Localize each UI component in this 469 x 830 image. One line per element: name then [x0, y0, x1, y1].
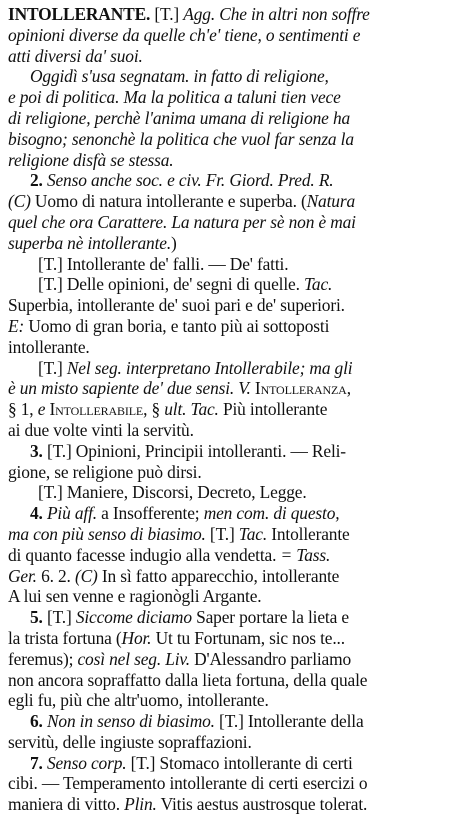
text-segment: Non in senso di biasimo. [42, 711, 215, 732]
text-segment: 4. [30, 503, 43, 524]
text-line [8, 628, 461, 649]
text-line [8, 690, 461, 711]
text-segment: Saper portare la lieta e [191, 607, 349, 628]
text-line [8, 420, 461, 441]
text-line [8, 586, 461, 607]
text-segment: di quanto facesse indugio alla vendetta. [8, 544, 281, 565]
text-segment: opinioni diverse da quelle ch'e' tiene, o sentimenti e [8, 24, 361, 45]
text-segment: (C) [8, 191, 31, 212]
text-segment: cibi. — Temperamento intollerante di certi esercizi o [8, 773, 368, 794]
text-line [8, 254, 461, 275]
text-segment: [T.] Intollerante de' falli. — De' fatti. [38, 253, 289, 274]
text-segment: Ger. [8, 565, 37, 586]
text-segment: Intollerabile [45, 399, 144, 420]
text-line [8, 649, 461, 670]
text-segment: Intollerante [267, 523, 350, 544]
text-segment: maniera di vitto. [8, 794, 125, 815]
text-segment: gione, se religione può dirsi. [8, 461, 202, 482]
text-segment: Senso corp. [42, 752, 127, 773]
text-segment: Più intollerante [218, 399, 328, 420]
text-line [8, 4, 461, 25]
text-segment: Uomo di gran boria, e tanto più ai sottoposti [24, 315, 330, 336]
text-segment: Siccome diciamo [75, 607, 192, 628]
text-line [8, 462, 461, 483]
text-line [8, 150, 461, 171]
text-line [8, 503, 461, 524]
text-segment: 6. [30, 711, 43, 732]
text-line [8, 524, 461, 545]
text-segment: feremus); [8, 648, 78, 669]
text-line [8, 170, 461, 191]
text-segment: così nel seg. Liv. [77, 648, 190, 669]
text-segment: 7. [30, 752, 43, 773]
text-segment: [T.] Delle opinioni, de' segni di quelle. [38, 274, 304, 295]
text-segment: [T.] Opinioni, Principii intolleranti. — Reli- [42, 440, 346, 461]
text-line [8, 233, 461, 254]
text-segment: 3. [30, 440, 43, 461]
text-line [8, 711, 461, 732]
text-segment: Agg. Che in altri non soffre [183, 4, 370, 24]
text-segment: di religione, perchè l'anima umana di religione ha [8, 107, 351, 128]
text-line [8, 607, 461, 628]
text-segment: Senso anche soc. e civ. Fr. Giord. Pred. R. [42, 170, 334, 191]
text-line [8, 670, 461, 691]
text-segment: Nel seg. interpretano Intollerabile; ma gli [66, 357, 353, 378]
text-line [8, 399, 461, 420]
text-segment: 5. [30, 607, 43, 628]
text-segment: In sì fatto apparecchio, intollerante [97, 565, 340, 586]
text-line [8, 108, 461, 129]
text-segment: Tac. [304, 274, 333, 295]
text-segment: Superbia, intollerante de' suoi pari e de' superiori. [8, 295, 345, 316]
text-segment: servitù, delle ingiuste sopraffazioni. [8, 731, 252, 752]
text-segment: e [37, 399, 46, 420]
text-line [8, 212, 461, 233]
text-segment: Plin. [124, 794, 157, 815]
text-segment: egli fu, più che altr'uomo, intollerante. [8, 690, 269, 711]
text-line [8, 773, 461, 794]
text-segment: Intolleranza, [250, 378, 351, 399]
text-segment: (C) [74, 565, 98, 586]
text-line [8, 378, 461, 399]
text-segment: Oggidì s'usa segnatam. in fatto di religione, [30, 66, 329, 87]
text-line [8, 482, 461, 503]
text-segment: ai due volte vinti la servitù. [8, 419, 194, 440]
text-line [8, 337, 461, 358]
text-segment: [T.] Maniere, Discorsi, Decreto, Legge. [38, 482, 307, 503]
text-line [8, 129, 461, 150]
text-segment: , § [143, 399, 165, 420]
text-segment: Ut tu Fortunam, sic nos te... [151, 627, 345, 648]
text-segment: bisogno; senonchè la politica che vuol far senza la [8, 128, 354, 149]
text-line [8, 295, 461, 316]
text-segment: [T.] Stomaco intollerante di certi [126, 752, 353, 773]
text-segment: [T.] [42, 607, 76, 628]
text-line [8, 358, 461, 379]
text-line [8, 191, 461, 212]
text-segment: [T.] [38, 357, 67, 378]
text-segment: a Insofferente; [96, 503, 204, 524]
text-segment: [T.] [150, 4, 184, 24]
text-segment: § 1, [8, 399, 38, 420]
text-segment: 2. [30, 170, 43, 191]
text-segment: 6. 2. [36, 565, 75, 586]
text-segment: Natura [306, 191, 355, 212]
text-line [8, 87, 461, 108]
text-line [8, 46, 461, 67]
text-segment: Più aff. [42, 503, 97, 524]
text-line [8, 441, 461, 462]
text-segment: D'Alessandro parliamo [189, 648, 352, 669]
text-segment: men com. di questo, [203, 503, 340, 524]
text-segment: ult. Tac. [164, 399, 219, 420]
text-segment: quel che ora Carattere. La natura per sè non è mai [8, 211, 356, 232]
text-segment: non ancora sopraffatto dalla lieta fortuna, della quale [8, 669, 368, 690]
text-segment: atti diversi da' suoi. [8, 45, 143, 66]
text-segment: la trista fortuna ( [8, 627, 122, 648]
text-line [8, 316, 461, 337]
text-segment: A lui sen venne e ragionògli Argante. [8, 586, 262, 607]
text-segment: [T.] [205, 523, 239, 544]
text-line [8, 545, 461, 566]
text-line [8, 274, 461, 295]
text-line [8, 25, 461, 46]
text-line [8, 794, 461, 815]
dictionary-entry-intollerante [8, 4, 461, 815]
text-segment: ma con più senso di biasimo. [8, 523, 206, 544]
text-line [8, 753, 461, 774]
text-line [8, 66, 461, 87]
text-segment: Tac. [238, 523, 268, 544]
text-segment: Hor. [121, 627, 152, 648]
text-segment: superba nè intollerante. [8, 232, 172, 253]
text-line [8, 732, 461, 753]
text-segment: E: [8, 315, 25, 336]
text-segment: Vitis aestus austrosque tolerat. [156, 794, 368, 815]
text-segment: ) [171, 232, 177, 253]
text-segment: e poi di politica. Ma la politica a taluni tien vece [8, 87, 341, 108]
text-segment: religione disfà se stessa. [8, 149, 174, 170]
text-segment: [T.] Intollerante della [214, 711, 364, 732]
text-segment: = Tass. [280, 544, 331, 565]
text-segment: INTOLLERANTE. [8, 4, 151, 24]
text-line [8, 566, 461, 587]
text-segment: intollerante. [8, 336, 90, 357]
text-segment: Uomo di natura intollerante e superba. ( [30, 191, 307, 212]
text-segment: è un misto sapiente de' due sensi. V. [8, 378, 251, 399]
